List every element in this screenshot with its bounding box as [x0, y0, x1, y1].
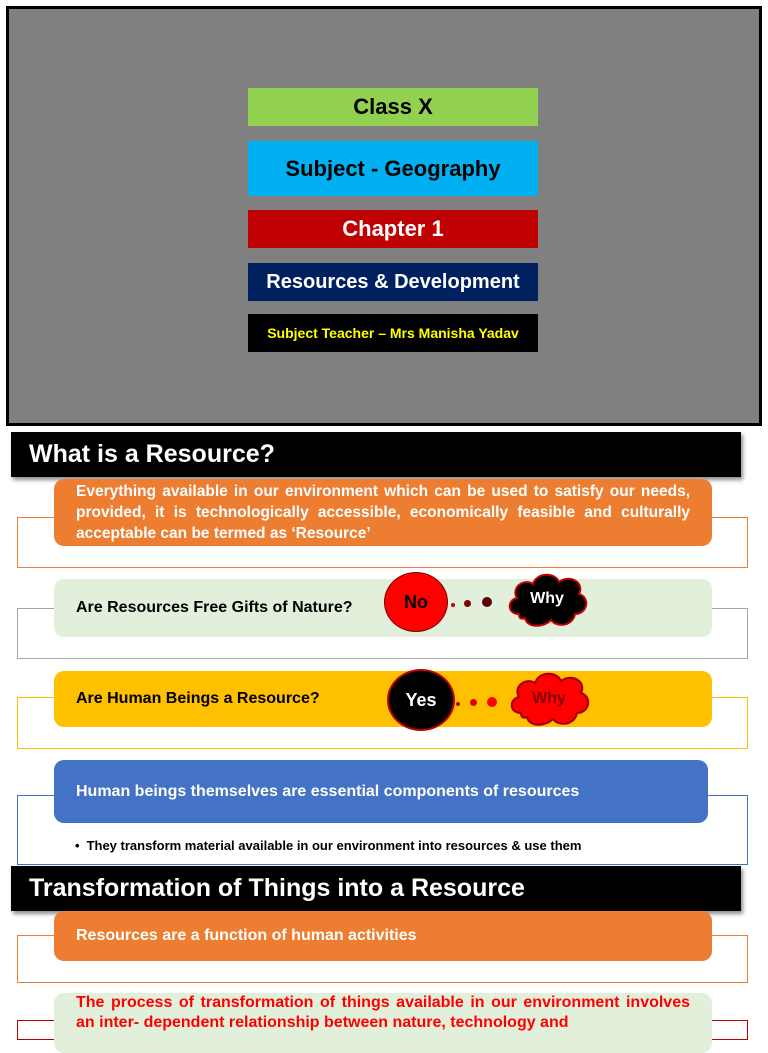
- why-label-2: Why: [532, 690, 566, 707]
- chapter-label: Chapter 1: [248, 210, 538, 248]
- thought-dot: [456, 702, 460, 706]
- question-2-text: Are Human Beings a Resource?: [76, 690, 320, 707]
- thought-dot: [487, 697, 497, 707]
- question-1-text: Are Resources Free Gifts of Nature?: [76, 599, 353, 616]
- no-answer-text: No: [404, 591, 428, 612]
- point-1-box: [54, 911, 712, 961]
- no-answer-circle: [384, 572, 448, 632]
- bullet-icon: •: [75, 838, 80, 853]
- teacher-label: Subject Teacher – Mrs Manisha Yadav: [248, 314, 538, 352]
- definition-text: Everything available in our environment which can be used to satisfy our needs, provided, it is technologically accessible, economically feasible and culturally acceptable can be termed as ‘Resource’: [76, 483, 690, 542]
- definition-box: [54, 479, 712, 546]
- question-1-box: [54, 579, 712, 637]
- thought-dot: [451, 603, 455, 607]
- title-slide: [6, 6, 762, 426]
- human-statement-text: Human beings themselves are essential components of resources: [76, 782, 580, 800]
- question-2-box: [54, 671, 712, 727]
- thought-dot: [482, 597, 492, 607]
- yes-answer-text: Yes: [405, 689, 437, 710]
- bullet-item: [75, 838, 735, 853]
- why-label-1: Why: [530, 590, 564, 607]
- thought-dot: [470, 699, 477, 706]
- yes-answer-circle: [387, 669, 455, 731]
- point-1-text: Resources are a function of human activities: [76, 927, 417, 944]
- transformation-slide-heading: Transformation of Things into a Resource: [11, 866, 741, 911]
- bullet-text: They transform material available in our environment into resources & use them: [86, 838, 582, 853]
- thought-dot: [464, 600, 471, 607]
- point-2-text: The process of transformation of things available in our environment involves an inter- dependent relationship between nature, technology and: [76, 994, 690, 1031]
- human-statement-box: [54, 760, 708, 823]
- subject-label: Subject - Geography: [248, 141, 538, 196]
- topic-label: Resources & Development: [248, 263, 538, 301]
- resource-slide-heading: What is a Resource?: [11, 432, 741, 477]
- point-2-box: [54, 993, 712, 1053]
- class-label: Class X: [248, 88, 538, 126]
